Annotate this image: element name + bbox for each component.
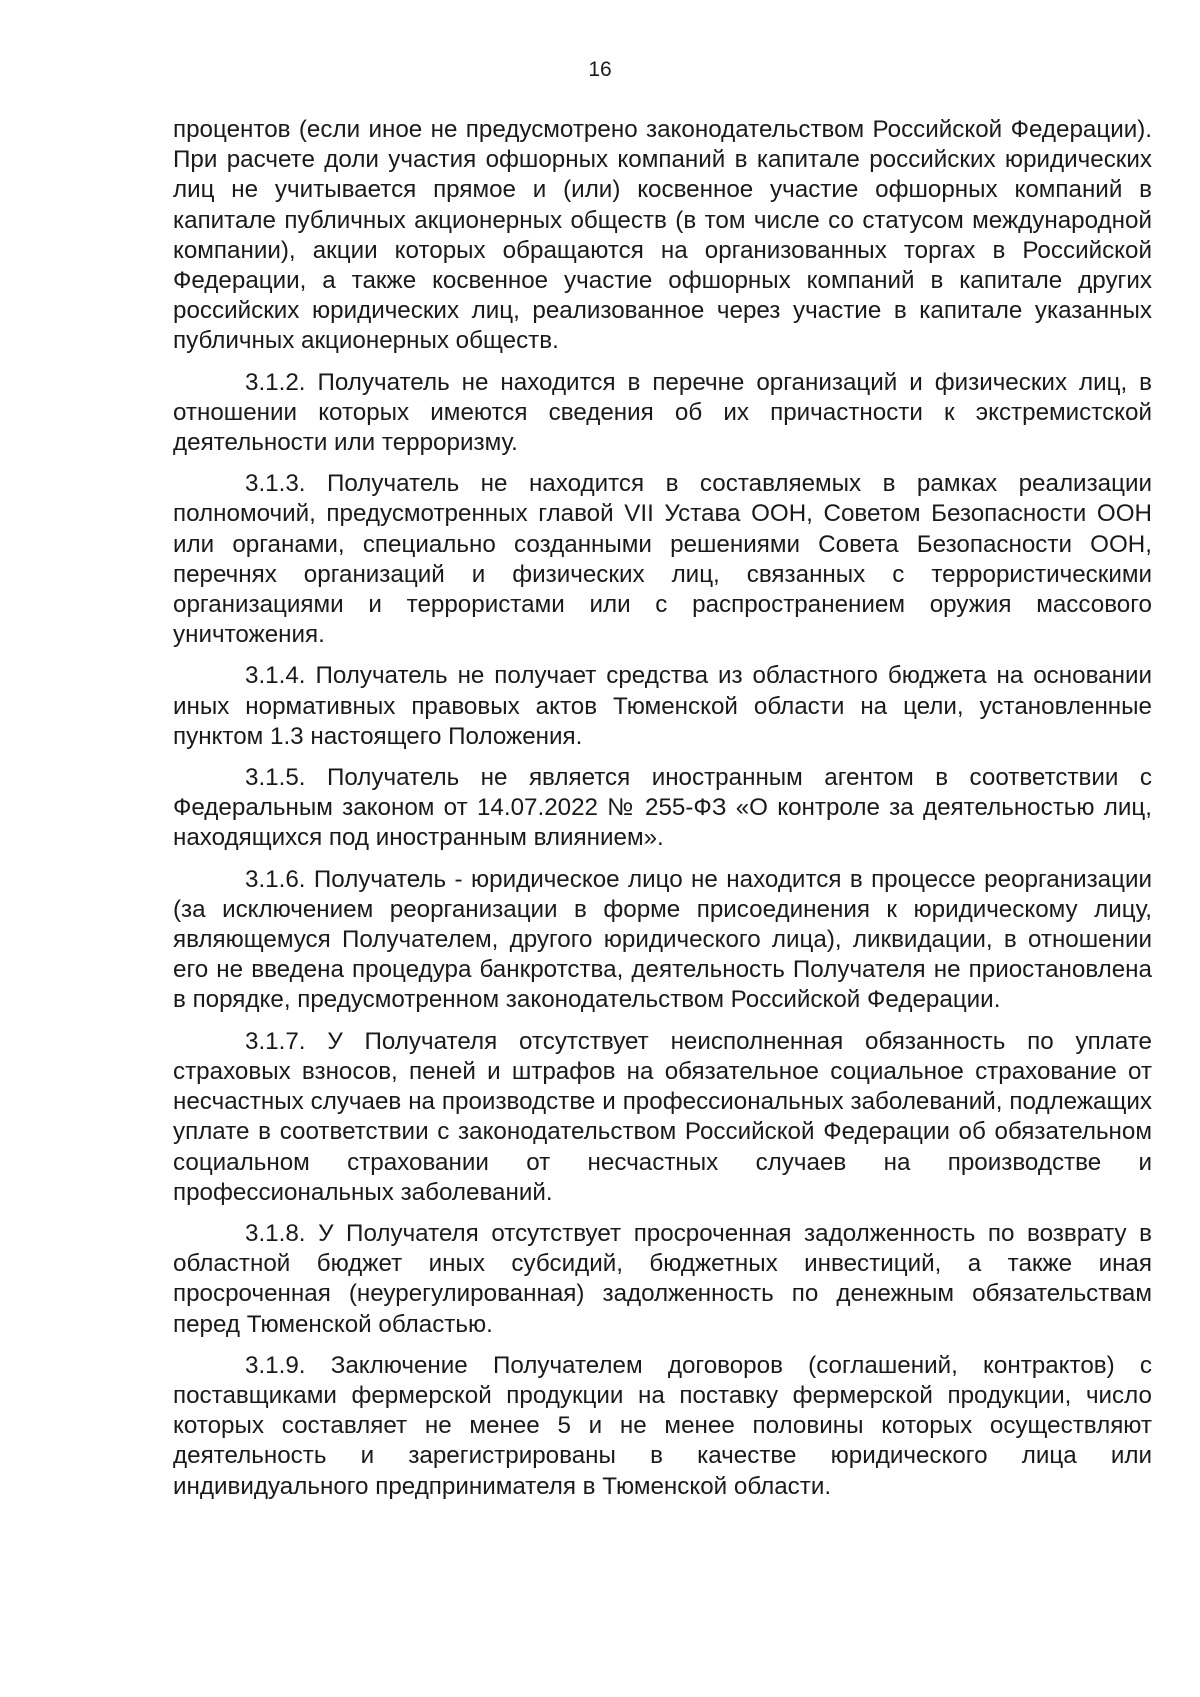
paragraph-3-1-4: 3.1.4. Получатель не получает средства из областного бюджета на основании иных нормативных правовых актов Тюменской области на цели, установленные пунктом 1.3 настоящего Положения. — [173, 662, 1152, 750]
paragraph-3-1-6: 3.1.6. Получатель - юридическое лицо не находится в процессе реорганизации (за исключением реорганизации в форме присоединения к юридическому лицу, являющемуся Получателем, другого юридического лица), ликвидации, в отношении его не введена процедура банкротства, деятельность Получателя не приостановлена в порядке, предусмотренном законодательством Российской Федерации. — [173, 865, 1152, 1014]
page-number: 16 — [588, 58, 612, 81]
paragraph-3-1-5: 3.1.5. Получатель не является иностранным агентом в соответствии с Федеральным законом от 14.07.2022 № 255-ФЗ «О контроле за деятельностью лиц, находящихся под иностранным влиянием». — [173, 764, 1152, 852]
paragraph-continuation: процентов (если иное не предусмотрено законодательством Российской Федерации). При расчете доли участия офшорных компаний в капитале российских юридических лиц не учитывается прямое и (или) косвенное участие офшорных компаний в капитале публичных акционерных обществ (в том числе со статусом международной компании), акции которых обращаются на организованных торгах в Российской Федерации, а также косвенное участие офшорных компаний в капитале других российских юридических лиц, реализованное через участие в капитале указанных публичных акционерных обществ. — [173, 116, 1152, 355]
paragraph-3-1-8: 3.1.8. У Получателя отсутствует просроченная задолженность по возврату в областной бюджет иных субсидий, бюджетных инвестиций, а также иная просроченная (неурегулированная) задолженность по денежным обязательствам перед Тюменской областью. — [173, 1219, 1152, 1338]
paragraph-3-1-9: 3.1.9. Заключение Получателем договоров (соглашений, контрактов) с поставщиками фермерской продукции на поставку фермерской продукции, число которых составляет не менее 5 и не менее половины которых осуществляют деятельность и зарегистрированы в качестве юридического лица или индивидуального предпринимателя в Тюменской области. — [173, 1351, 1152, 1500]
paragraph-3-1-2: 3.1.2. Получатель не находится в перечне организаций и физических лиц, в отношении которых имеются сведения об их причастности к экстремистской деятельности или терроризму. — [173, 368, 1152, 457]
document-body — [173, 115, 1152, 1513]
paragraph-3-1-7: 3.1.7. У Получателя отсутствует неисполненная обязанность по уплате страховых взносов, пеней и штрафов на обязательное социальное страхование от несчастных случаев на производстве и профессиональных заболеваний, подлежащих уплате в соответствии с законодательством Российской Федерации об обязательном социальном страховании от несчастных случаев на производстве и профессиональных заболеваний. — [173, 1027, 1152, 1206]
paragraph-3-1-3: 3.1.3. Получатель не находится в составляемых в рамках реализации полномочий, предусмотренных главой VII Устава ООН, Советом Безопасности ООН или органами, специально созданными решениями Совета Безопасности ООН, перечнях организаций и физических лиц, связанных с террористическими организациями и террористами или с распространением оружия массового уничтожения. — [173, 470, 1152, 649]
